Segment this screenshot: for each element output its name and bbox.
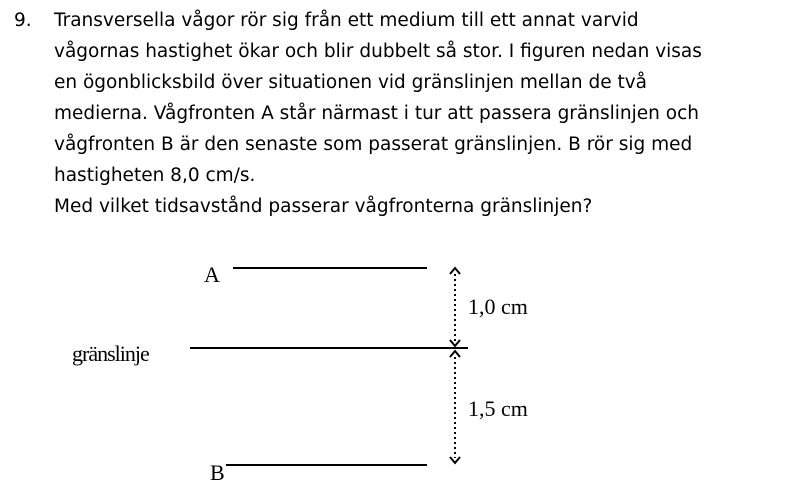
question-line: medierna. Vågfronten A står närmast i tur att passera gränslinjen och <box>54 103 699 124</box>
question-prompt: Med vilket tidsavstånd passerar vågfronterna gränslinjen? <box>54 196 593 217</box>
wavefront-a-label: A <box>204 262 220 287</box>
question-line: hastigheten 8,0 cm/s. <box>54 165 256 186</box>
question-line: en ögonblicksbild över situationen vid gränslinjen mellan de två <box>54 72 648 93</box>
boundary-label: gränslinje <box>72 341 149 366</box>
lower-distance-label: 1,5 cm <box>468 396 528 421</box>
question-line: vågfronten B är den senaste som passerat gränslinjen. B rör sig med <box>54 134 693 155</box>
question-number: 9. <box>14 10 32 31</box>
wavefront-b-label: B <box>210 460 225 485</box>
upper-dimension-arrow <box>450 268 460 346</box>
question-line: Transversella vågor rör sig från ett medium till ett annat varvid <box>54 10 639 31</box>
question-line: vågornas hastighet ökar och blir dubbelt så stor. I figuren nedan visas <box>54 41 702 62</box>
lower-dimension-arrow <box>450 351 460 463</box>
upper-distance-label: 1,0 cm <box>468 294 528 319</box>
